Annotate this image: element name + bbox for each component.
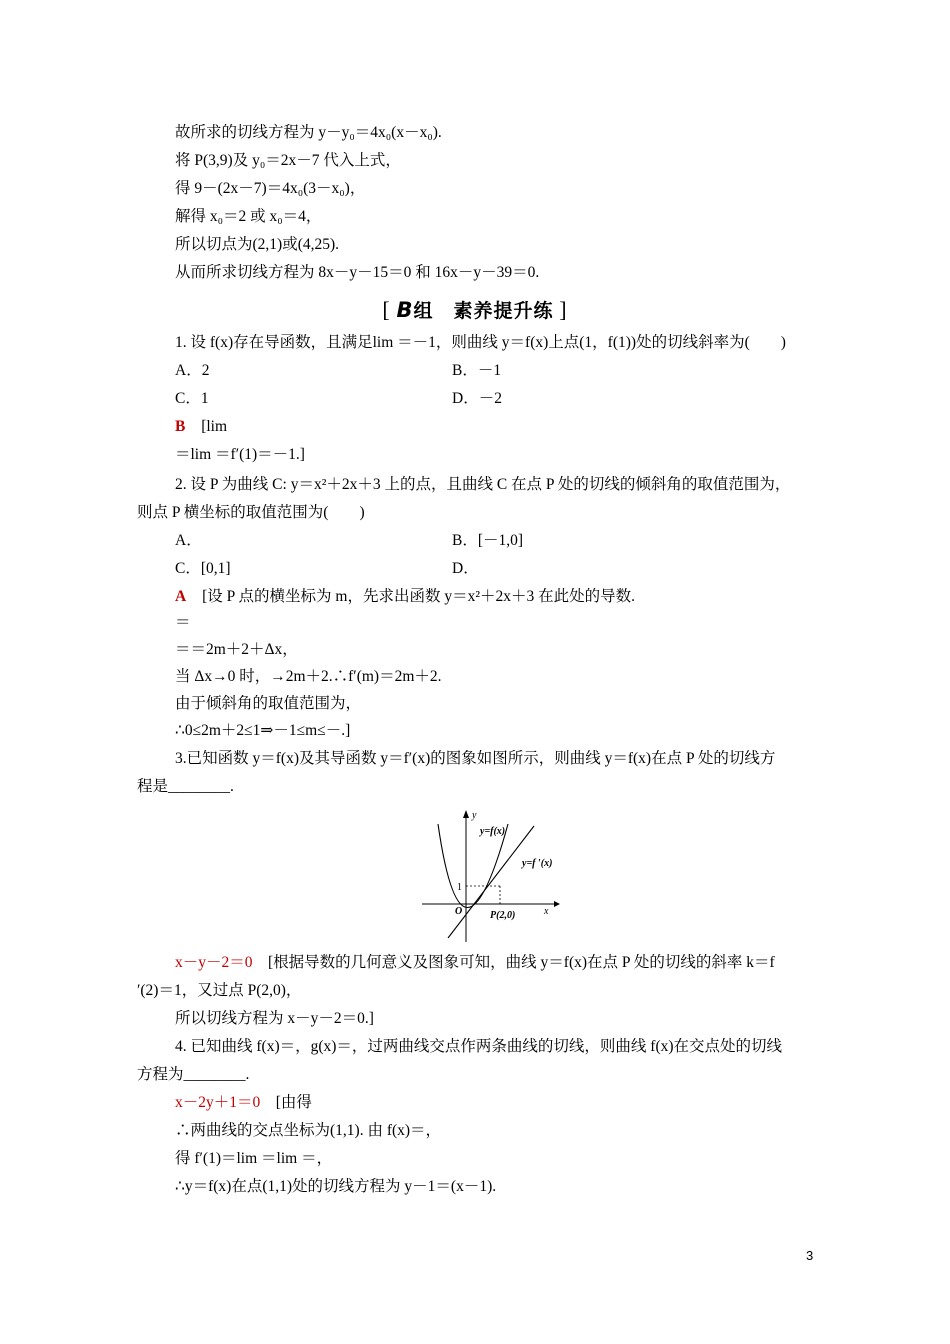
answer-value: x－2y＋1＝0 bbox=[175, 1094, 261, 1111]
section-heading bbox=[0, 296, 950, 323]
text-line: 从而所求切线方程为 8x－y－15＝0 和 16x－y－39＝0. bbox=[175, 264, 540, 281]
text-line: 所以切线方程为 x－y－2＝0.] bbox=[175, 1010, 374, 1027]
text-line: ∴两曲线的交点坐标为(1,1). 由 f(x)＝， bbox=[175, 1122, 442, 1139]
text-line: 当 Δx→0 时，→2m＋2.∴f′(m)＝2m＋2. bbox=[175, 668, 442, 685]
y-axis-label: y bbox=[472, 810, 477, 821]
point-p-label: P(2,0) bbox=[490, 910, 516, 921]
question-3-stem-cont: 程是________. bbox=[137, 778, 234, 795]
text-line: ＝＝2m＋2＋Δx， bbox=[175, 641, 298, 658]
option-d: D．－2 bbox=[452, 390, 502, 407]
text-line: ＝lim ＝f′(1)＝－1.] bbox=[175, 446, 305, 463]
bracket-close: ] bbox=[559, 297, 568, 322]
tick-label-one: 1 bbox=[457, 882, 462, 893]
answer-explanation: [lim bbox=[201, 418, 228, 435]
x-axis-arrow bbox=[554, 901, 560, 907]
text-line: 解得 x₀＝2 或 x₀＝4， bbox=[175, 208, 322, 225]
function-graph-figure bbox=[422, 806, 562, 942]
line-f-prime-label: y=f ′(x) bbox=[522, 858, 553, 869]
y-axis-arrow bbox=[463, 810, 469, 818]
question-1-stem: 1. 设 f(x)存在导函数，且满足lim ＝－1，则曲线 y＝f(x)上点(1，f(1))处的切线斜率为( ) bbox=[175, 334, 786, 351]
text-line: ∴0≤2m＋2≤1⇒－1≤m≤－.] bbox=[175, 722, 351, 739]
text-line: 将 P(3,9)及 y₀＝2x－7 代入上式， bbox=[175, 152, 401, 169]
origin-label: O bbox=[455, 906, 463, 917]
answer-letter: A bbox=[175, 588, 187, 605]
option-c: C．[0,1] bbox=[175, 560, 231, 577]
section-label: 组 素养提升练 bbox=[413, 301, 554, 322]
option-b: B．[－1,0] bbox=[452, 532, 524, 549]
question-2-stem-cont: 则点 P 横坐标的取值范围为( ) bbox=[137, 504, 365, 521]
text-line: ＝ bbox=[175, 614, 191, 631]
answer-explanation: [根据导数的几何意义及图象可知，曲线 y＝f(x)在点 P 处的切线的斜率 k＝f bbox=[252, 954, 775, 971]
option-a: A． bbox=[175, 532, 202, 549]
text-line: 所以切点为(2,1)或(4,25). bbox=[175, 236, 340, 253]
option-b: B．－1 bbox=[452, 362, 502, 379]
answer-explanation: [设 P 点的横坐标为 m，先求出函数 y＝x²＋2x＋3 在此处的导数. bbox=[202, 588, 635, 605]
option-d: D． bbox=[452, 560, 479, 577]
group-letter: B bbox=[396, 298, 414, 322]
text-line: ′(2)＝1，又过点 P(2,0)， bbox=[137, 982, 302, 999]
answer-value: x－y－2＝0 bbox=[175, 954, 253, 971]
option-c: C．1 bbox=[175, 390, 209, 407]
question-3-stem: 3.已知函数 y＝f(x)及其导函数 y＝f′(x)的图象如图所示，则曲线 y＝f(x)在点 P 处的切线方 bbox=[175, 750, 776, 767]
question-2-stem: 2. 设 P 为曲线 C: y＝x²＋2x＋3 上的点，且曲线 C 在点 P 处的切线的倾斜角的取值范围为， bbox=[175, 476, 791, 493]
text-line: 得 f′(1)＝lim ＝lim ＝， bbox=[175, 1150, 333, 1167]
text-line: ∴y＝f(x)在点(1,1)处的切线方程为 y－1＝(x－1). bbox=[175, 1178, 497, 1195]
text-line: 故所求的切线方程为 y－y₀＝4x₀(x－x₀). bbox=[175, 124, 442, 141]
text-line: 由于倾斜角的取值范围为， bbox=[175, 695, 362, 712]
text-line: 得 9－(2x－7)＝4x₀(3－x₀)， bbox=[175, 180, 366, 197]
x-axis-label: x bbox=[544, 906, 549, 917]
question-4-stem: 4. 已知曲线 f(x)＝，g(x)＝，过两曲线交点作两条曲线的切线，则曲线 f(x)在交点处的切线 bbox=[175, 1038, 783, 1055]
option-a: A．2 bbox=[175, 362, 210, 379]
answer-explanation: [由得 bbox=[260, 1094, 312, 1111]
question-4-stem-cont: 方程为________. bbox=[137, 1066, 250, 1083]
answer-line bbox=[175, 417, 227, 437]
page-number: 3 bbox=[806, 1248, 814, 1263]
curve-f-label: y=f(x) bbox=[480, 826, 506, 837]
answer-letter: B bbox=[175, 418, 186, 435]
answer-line bbox=[175, 1093, 312, 1113]
answer-line bbox=[175, 587, 635, 607]
bracket-open: [ bbox=[382, 297, 391, 322]
answer-line bbox=[175, 953, 775, 973]
